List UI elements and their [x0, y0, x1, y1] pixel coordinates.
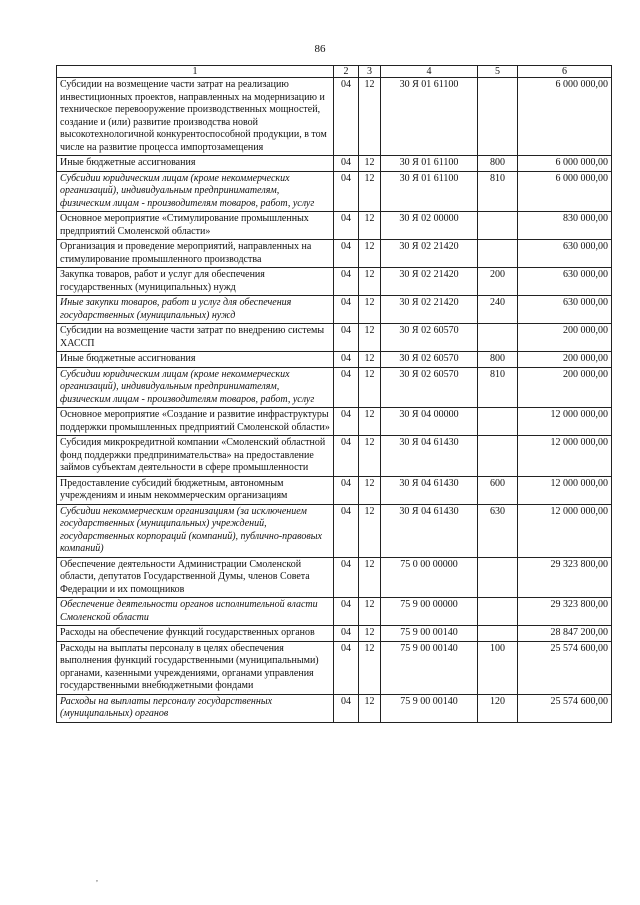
cell-name: Субсидии юридическим лицам (кроме некоммерческих организаций), индивидуальным предпринимателям, физическим лицам - производителям товаров, работ, услуг — [57, 367, 334, 408]
table-row — [57, 296, 612, 324]
table-row — [57, 212, 612, 240]
cell-subsection: 12 — [359, 268, 381, 296]
cell-amount: 6 000 000,00 — [518, 171, 612, 212]
cell-amount: 29 323 800,00 — [518, 557, 612, 598]
cell-expense-type: 200 — [478, 268, 518, 296]
table-row — [57, 240, 612, 268]
table-row — [57, 504, 612, 557]
cell-amount: 6 000 000,00 — [518, 78, 612, 156]
table-row — [57, 268, 612, 296]
cell-target-article: 30 Я 01 61100 — [381, 171, 478, 212]
cell-section: 04 — [334, 212, 359, 240]
cell-expense-type — [478, 78, 518, 156]
cell-target-article: 30 Я 01 61100 — [381, 78, 478, 156]
cell-section: 04 — [334, 296, 359, 324]
table-row — [57, 476, 612, 504]
cell-name: Основное мероприятие «Стимулирование промышленных предприятий Смоленской области» — [57, 212, 334, 240]
table-row — [57, 352, 612, 368]
cell-expense-type — [478, 408, 518, 436]
cell-name: Обеспечение деятельности органов исполнительной власти Смоленской области — [57, 598, 334, 626]
cell-subsection: 12 — [359, 324, 381, 352]
cell-target-article: 30 Я 02 21420 — [381, 296, 478, 324]
cell-subsection: 12 — [359, 626, 381, 642]
cell-name: Иные бюджетные ассигнования — [57, 352, 334, 368]
header-col-expense-type: 5 — [478, 66, 518, 78]
cell-amount: 200 000,00 — [518, 367, 612, 408]
cell-amount: 630 000,00 — [518, 240, 612, 268]
cell-section: 04 — [334, 240, 359, 268]
cell-expense-type: 810 — [478, 171, 518, 212]
cell-target-article: 30 Я 04 61430 — [381, 436, 478, 477]
cell-section: 04 — [334, 156, 359, 172]
cell-target-article: 30 Я 01 61100 — [381, 156, 478, 172]
cell-amount: 12 000 000,00 — [518, 436, 612, 477]
cell-expense-type: 800 — [478, 156, 518, 172]
cell-target-article: 30 Я 02 21420 — [381, 240, 478, 268]
table-row — [57, 626, 612, 642]
cell-name: Закупка товаров, работ и услуг для обеспечения государственных (муниципальных) нужд — [57, 268, 334, 296]
cell-name: Организация и проведение мероприятий, направленных на стимулирование промышленного производства — [57, 240, 334, 268]
cell-name: Основное мероприятие «Создание и развитие инфраструктуры поддержки промышленных предприятий Смоленской области» — [57, 408, 334, 436]
page-number: 86 — [314, 43, 326, 55]
table-row — [57, 436, 612, 477]
cell-amount: 200 000,00 — [518, 352, 612, 368]
cell-amount: 630 000,00 — [518, 296, 612, 324]
cell-name: Расходы на выплаты персоналу государственных (муниципальных) органов — [57, 694, 334, 722]
cell-target-article: 30 Я 02 00000 — [381, 212, 478, 240]
header-col-amount: 6 — [518, 66, 612, 78]
cell-subsection: 12 — [359, 436, 381, 477]
cell-expense-type — [478, 598, 518, 626]
cell-amount: 25 574 600,00 — [518, 694, 612, 722]
cell-section: 04 — [334, 476, 359, 504]
cell-target-article: 30 Я 02 60570 — [381, 324, 478, 352]
cell-amount: 12 000 000,00 — [518, 408, 612, 436]
cell-target-article: 30 Я 04 61430 — [381, 504, 478, 557]
cell-amount: 25 574 600,00 — [518, 641, 612, 694]
cell-expense-type — [478, 324, 518, 352]
cell-target-article: 30 Я 02 60570 — [381, 367, 478, 408]
cell-section: 04 — [334, 598, 359, 626]
cell-target-article: 30 Я 02 21420 — [381, 268, 478, 296]
cell-name: Субсидии юридическим лицам (кроме некоммерческих организаций), индивидуальным предпринимателям, физическим лицам - производителям товаров, работ, услуг — [57, 171, 334, 212]
cell-name: Субсидия микрокредитной компании «Смоленский областной фонд поддержки предпринимательства» на предоставление займов субъектам деятельности в сфере промышленности — [57, 436, 334, 477]
cell-amount: 12 000 000,00 — [518, 476, 612, 504]
cell-section: 04 — [334, 436, 359, 477]
cell-amount: 630 000,00 — [518, 268, 612, 296]
table-row — [57, 694, 612, 722]
cell-subsection: 12 — [359, 171, 381, 212]
table-row — [57, 171, 612, 212]
cell-name: Субсидии на возмещение части затрат по внедрению системы ХАССП — [57, 324, 334, 352]
cell-subsection: 12 — [359, 296, 381, 324]
cell-amount: 200 000,00 — [518, 324, 612, 352]
cell-subsection: 12 — [359, 476, 381, 504]
cell-target-article: 75 9 00 00140 — [381, 641, 478, 694]
cell-target-article: 30 Я 02 60570 — [381, 352, 478, 368]
cell-section: 04 — [334, 694, 359, 722]
cell-subsection: 12 — [359, 156, 381, 172]
cell-name: Обеспечение деятельности Администрации Смоленской области, депутатов Государственной Думы, членов Совета Федерации и их помощников — [57, 557, 334, 598]
cell-name: Расходы на обеспечение функций государственных органов — [57, 626, 334, 642]
cell-subsection: 12 — [359, 78, 381, 156]
cell-subsection: 12 — [359, 367, 381, 408]
table-header-row — [57, 66, 612, 78]
cell-subsection: 12 — [359, 240, 381, 268]
table-row — [57, 641, 612, 694]
cell-target-article: 75 9 00 00140 — [381, 694, 478, 722]
cell-subsection: 12 — [359, 557, 381, 598]
cell-target-article: 30 Я 04 00000 — [381, 408, 478, 436]
cell-section: 04 — [334, 78, 359, 156]
cell-section: 04 — [334, 408, 359, 436]
cell-section: 04 — [334, 268, 359, 296]
cell-expense-type: 100 — [478, 641, 518, 694]
table-row — [57, 408, 612, 436]
cell-expense-type: 810 — [478, 367, 518, 408]
cell-expense-type — [478, 240, 518, 268]
cell-name: Иные закупки товаров, работ и услуг для обеспечения государственных (муниципальных) нужд — [57, 296, 334, 324]
cell-expense-type: 630 — [478, 504, 518, 557]
cell-section: 04 — [334, 504, 359, 557]
cell-subsection: 12 — [359, 212, 381, 240]
table-row — [57, 78, 612, 156]
cell-subsection: 12 — [359, 641, 381, 694]
cell-amount: 6 000 000,00 — [518, 156, 612, 172]
cell-section: 04 — [334, 171, 359, 212]
footer-mark: , — [96, 874, 98, 883]
cell-amount: 28 847 200,00 — [518, 626, 612, 642]
cell-subsection: 12 — [359, 352, 381, 368]
table-row — [57, 156, 612, 172]
cell-expense-type: 120 — [478, 694, 518, 722]
cell-section: 04 — [334, 626, 359, 642]
cell-target-article: 75 0 00 00000 — [381, 557, 478, 598]
cell-subsection: 12 — [359, 694, 381, 722]
cell-name: Субсидии на возмещение части затрат на реализацию инвестиционных проектов, направленных на модернизацию и техническое перевооружение производственных мощностей, создание и (или) развитие производства новой высокотехнологичной конкурентоспособной продукции, в том числе на развитие процесса импортозамещения — [57, 78, 334, 156]
cell-section: 04 — [334, 367, 359, 408]
table-row — [57, 324, 612, 352]
cell-expense-type — [478, 626, 518, 642]
cell-name: Предоставление субсидий бюджетным, автономным учреждениям и иным некоммерческим организациям — [57, 476, 334, 504]
cell-expense-type — [478, 212, 518, 240]
header-col-name: 1 — [57, 66, 334, 78]
cell-amount: 830 000,00 — [518, 212, 612, 240]
table-row — [57, 557, 612, 598]
header-col-target-article: 4 — [381, 66, 478, 78]
cell-expense-type — [478, 557, 518, 598]
header-col-subsection: 3 — [359, 66, 381, 78]
cell-section: 04 — [334, 352, 359, 368]
cell-name: Субсидии некоммерческим организациям (за исключением государственных (муниципальных) учреждений, государственных корпораций (компаний), публично-правовых компаний) — [57, 504, 334, 557]
table-row — [57, 598, 612, 626]
cell-name: Расходы на выплаты персоналу в целях обеспечения выполнения функций государственными (муниципальными) органами, казенными учреждениями, органами управления государственными внебюджетными фондами — [57, 641, 334, 694]
cell-target-article: 75 9 00 00140 — [381, 626, 478, 642]
cell-target-article: 75 9 00 00000 — [381, 598, 478, 626]
cell-expense-type: 600 — [478, 476, 518, 504]
cell-section: 04 — [334, 324, 359, 352]
cell-subsection: 12 — [359, 598, 381, 626]
cell-subsection: 12 — [359, 408, 381, 436]
cell-expense-type — [478, 436, 518, 477]
cell-target-article: 30 Я 04 61430 — [381, 476, 478, 504]
cell-name: Иные бюджетные ассигнования — [57, 156, 334, 172]
cell-amount: 29 323 800,00 — [518, 598, 612, 626]
cell-expense-type: 800 — [478, 352, 518, 368]
cell-subsection: 12 — [359, 504, 381, 557]
header-col-section: 2 — [334, 66, 359, 78]
cell-expense-type: 240 — [478, 296, 518, 324]
table-body — [57, 78, 612, 723]
table-row — [57, 367, 612, 408]
cell-amount: 12 000 000,00 — [518, 504, 612, 557]
budget-table — [56, 65, 612, 723]
cell-section: 04 — [334, 641, 359, 694]
cell-section: 04 — [334, 557, 359, 598]
